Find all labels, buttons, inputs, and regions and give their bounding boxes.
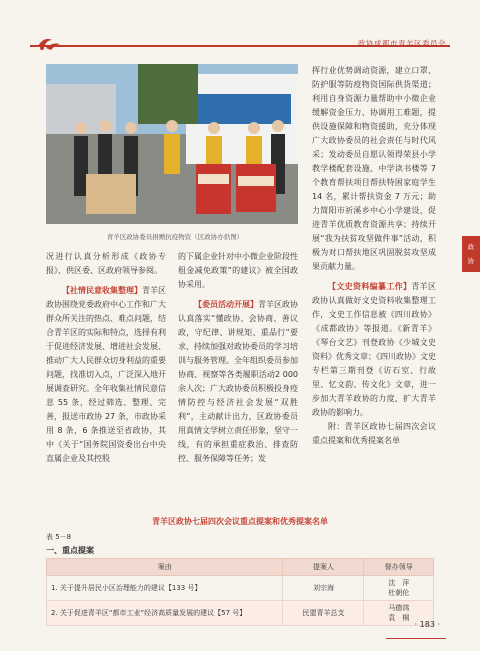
table-row — [47, 601, 434, 626]
column-3 — [312, 64, 436, 448]
page-header — [0, 0, 480, 56]
cell-proposer: 民盟青羊总支 — [283, 601, 364, 626]
table-header-row — [47, 559, 434, 576]
running-title: 政协成都市青羊区委员会 — [358, 39, 446, 48]
col1-paragraph-2 — [46, 284, 166, 466]
section-title-literature-history: 【文史资料编纂工作】 — [328, 282, 412, 291]
column-1 — [46, 250, 166, 466]
leader-name: 杜朝伦 — [388, 589, 410, 597]
col3-paragraph-2-head: 青羊区政 — [312, 282, 437, 305]
cell-leader — [364, 576, 434, 601]
side-tab — [462, 236, 480, 272]
table-row — [47, 576, 434, 601]
col2-paragraph-2-body: 真落实“懂政协、会协商、善议政，守纪律、讲规矩、重品行”要求，持续加强对政协委员的学习培训与服务管理。全年组织委员参加协商、视察等各类履职活动2 000余人次；广大政协委员积极投身疫情防控与经济社会发展“双胜利”，主动献计出力，区政协委员用真情文学树立责任形象，坚守一线，有的承担重症救治、排查防控、服务保障等任务；发 — [178, 314, 298, 463]
col2-paragraph-1: 的下属企业针对中小微企业阶段性租金减免政策”的建议》被全国政协采用。 — [178, 252, 298, 289]
table-number: 表 5－8 — [46, 533, 72, 541]
header-leader: 督办领导 — [364, 559, 434, 576]
side-tab-line1: 政 — [467, 243, 475, 251]
photo-illustration — [46, 64, 298, 224]
col2-paragraph-2 — [178, 298, 298, 466]
cell-proposer: 刘宗海 — [283, 576, 364, 601]
col3-paragraph-3: 附：青羊区政协七届四次会议重点提案和优秀提案名单 — [312, 422, 436, 445]
cppcc-logo-icon — [36, 34, 62, 52]
col1-paragraph-1: 况进行认真分析形成《政协专报》、供区委、区政府领导参阅。 — [46, 252, 166, 275]
leader-name: 袁 桐 — [388, 614, 410, 622]
leader-name: 沈 萍 — [388, 579, 410, 587]
donation-photo — [46, 64, 298, 224]
table-title: 青羊区政协七届四次会议重点提案和优秀提案名单 — [152, 517, 328, 526]
col3-paragraph-1: 挥行业优势调动资源，建立口罩、防护服等防疫物资国际供货渠道；利用自身资源力量帮助中小微企业缓解资金压力、协调用工难题，提供设施保障和物资援助，充分体现广大政协委员的社会责任与时代风采；发动委员自愿认领得荣县小学教学楼配套设施、中学读书楼等 7 个教育帮扶项目帮扶特困家庭学生 14 名，累计帮扶资金 7 万元；助力简阳市祈溪乡中心小学建设，促进青羊优质教育资源共享；持续开展“我为扶贫攻坚做件事”活动，积极为对口帮扶地区巩固脱贫攻坚成果贡献力量。 — [312, 66, 436, 271]
section-title-member-activities: 【委员活动开展】 — [194, 300, 258, 309]
table-subtitle: 一、重点提案 — [46, 546, 94, 555]
col3-paragraph-2-body: 协认真做好文史资料收集整理工作，文史工作信息被《四川政协》《成都政协》等报道。《新青羊》《琴台文艺》刊登政协《少城文史资料》优秀文章；《四川政协》文史专栏第三期刊登《访石室、行故里、忆文韵、传文化》文章，进一步加大青羊政协的力度，扩大青羊政协的影响力。 — [312, 296, 437, 417]
header-case: 案由 — [47, 559, 283, 576]
col1-paragraph-2-head: 青羊区政 — [46, 286, 166, 309]
column-2 — [178, 250, 298, 466]
header-proposer: 提案人 — [283, 559, 364, 576]
section-title-social-opinion: 【社情民意收集整理】 — [62, 286, 142, 295]
col3-paragraph-2 — [312, 280, 436, 420]
leader-name: 马德鸿 — [388, 604, 410, 612]
col1-paragraph-2-body: 协围绕党委政府中心工作和广大群众所关注的热点、难点问题，结合青羊区的实际和特点，选择有利于促进经济发展、增进社会发展、推动广大人民群众切身利益的重要问题，找准切入点，广泛深入地开展调查研究。全年收集社情民意信息 55 条，经过筛选、整理、完善，报送市政协 27 条，市政协采用 8 条，6 条推送至省政协，其中《关于“国务院国资委出台中央直属企业及其控股 — [46, 300, 166, 463]
col2-paragraph-2-head: 青羊区政协认 — [178, 300, 298, 323]
proposal-table — [46, 558, 434, 626]
footer-rule — [386, 638, 446, 639]
cell-case: 2. 关于促进青羊区“都市工业”经济高质量发展的建议【57 号】 — [47, 601, 283, 626]
cell-case: 1. 关于提升居民小区治理能力的建议【133 号】 — [47, 576, 283, 601]
page-number: · 183 · — [414, 620, 440, 629]
photo-caption: 青羊区政协委员捐赠抗疫物资（区政协办供图） — [106, 233, 244, 241]
side-tab-line2: 协 — [467, 257, 475, 265]
